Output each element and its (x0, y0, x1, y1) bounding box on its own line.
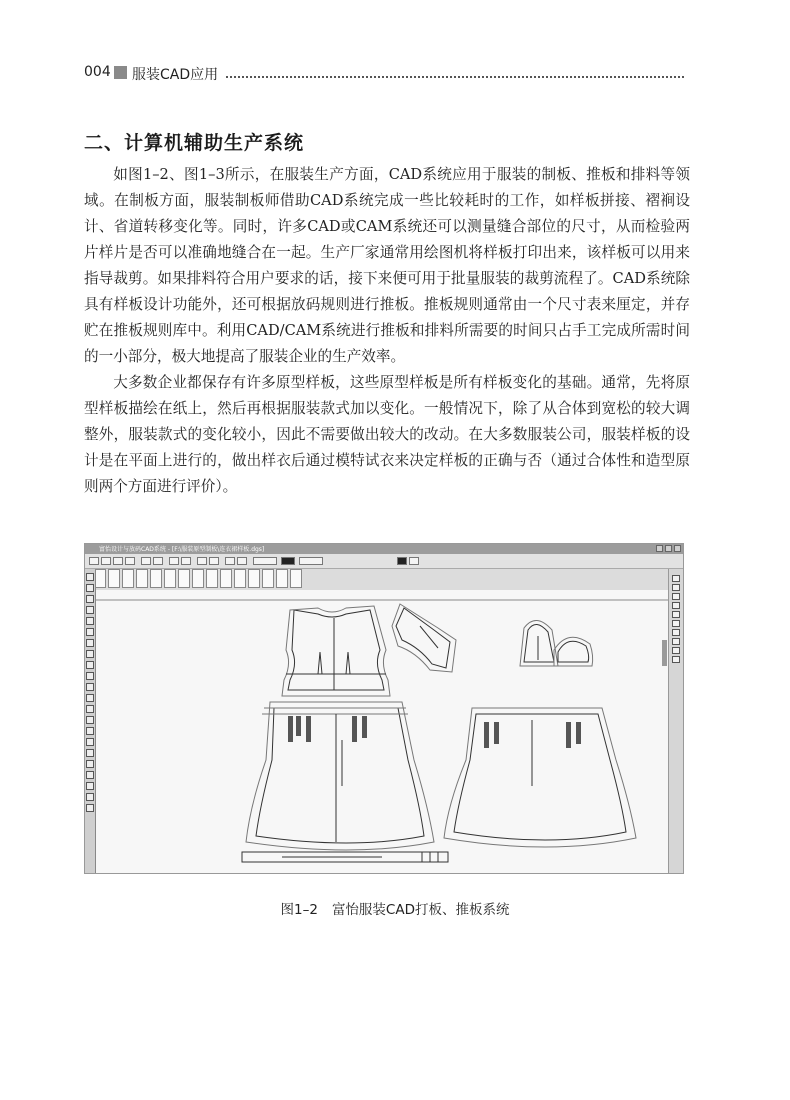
side-tool-icon (672, 602, 680, 609)
new-file-icon (89, 557, 99, 565)
color-swatch-icon (281, 557, 295, 565)
draw-tool-icon (86, 793, 94, 801)
zoom-icon (169, 557, 179, 565)
draw-tool-icon (86, 672, 94, 680)
pattern-piece-thumbnail (220, 569, 232, 588)
draw-tool-icon (86, 639, 94, 647)
draw-tool-icon (86, 738, 94, 746)
draw-tool-icon (86, 694, 94, 702)
measure-icon (181, 557, 191, 565)
save-icon (113, 557, 123, 565)
draw-tool-icon (86, 760, 94, 768)
cad-window-title: 富怡设计与放码CAD系统 - [F:\服装原型制板\连衣裙样板.dgs] (99, 546, 265, 553)
pattern-piece-thumbnail (122, 569, 134, 588)
draw-tool-icon (86, 749, 94, 757)
pattern-piece-thumbnail (248, 569, 260, 588)
layer-icon (225, 557, 235, 565)
header-square-icon (114, 66, 127, 79)
section-heading: 二、计算机辅助生产系统 (84, 132, 305, 154)
side-tool-icon (672, 611, 680, 618)
draw-tool-icon (86, 628, 94, 636)
draw-tool-icon (86, 705, 94, 713)
pattern-piece-thumbnail (136, 569, 148, 588)
cad-screenshot-figure (84, 543, 684, 874)
pattern-drawing (96, 590, 669, 874)
draw-tool-icon (86, 617, 94, 625)
left-drawing-toolbox (85, 569, 96, 874)
side-tool-icon (672, 593, 680, 600)
cad-window-titlebar (85, 544, 683, 554)
pattern-piece-thumbnail (234, 569, 246, 588)
undo-icon (141, 557, 151, 565)
running-header (84, 62, 684, 86)
open-file-icon (101, 557, 111, 565)
header-dotted-rule (226, 76, 684, 78)
drafting-canvas (96, 590, 669, 874)
running-section-title: 服装CAD应用 (132, 67, 219, 83)
draw-tool-icon (86, 650, 94, 658)
draw-tool-icon (86, 584, 94, 592)
line-style-select (253, 557, 277, 565)
pattern-piece-thumbnail (108, 569, 120, 588)
draw-tool-icon (86, 606, 94, 614)
draw-tool-icon (86, 573, 94, 581)
side-tool-icon (672, 638, 680, 645)
figure-caption-text: 富怡服装CAD打板、推板系统 (331, 902, 510, 918)
draw-tool-icon (86, 727, 94, 735)
side-tool-icon (672, 629, 680, 636)
figure-caption (0, 898, 790, 918)
draw-tool-icon (86, 804, 94, 812)
draw-tool-icon (86, 716, 94, 724)
paragraph-2: 大多数企业都保存有许多原型样板，这些原型样板是所有样板变化的基础。通常，先将原型样板描绘在纸上，然后再根据服装款式加以变化。一般情况下，除了从合体到宽松的较大调整外，服装款式的变化较小，因此不需要做出较大的改动。在大多数服装公司，服装样板的设计是在平面上进行的，做出样衣后通过模特试衣来决定样板的正确与否（通过合体性和造型原则两个方面进行评价）。 (84, 374, 690, 495)
line-width-select (299, 557, 323, 565)
pattern-piece-thumbnail (290, 569, 302, 588)
right-toolbar (668, 569, 683, 874)
draw-tool-icon (86, 683, 94, 691)
draw-tool-icon (86, 661, 94, 669)
side-tool-icon (672, 620, 680, 627)
mark-icon (209, 557, 219, 565)
fill-color-icon (397, 557, 407, 565)
side-tool-icon (672, 584, 680, 591)
pattern-piece-thumbnail (206, 569, 218, 588)
palette-icon (409, 557, 419, 565)
pattern-piece-thumbnail (192, 569, 204, 588)
close-icon (674, 545, 681, 552)
page-number: 004 (84, 64, 111, 80)
maximize-icon (665, 545, 672, 552)
grade-icon (197, 557, 207, 565)
draw-tool-icon (86, 595, 94, 603)
pattern-piece-thumbnail (164, 569, 176, 588)
pattern-piece-thumbnail (276, 569, 288, 588)
minimize-icon (656, 545, 663, 552)
figure-caption-number: 图1–2 (280, 902, 318, 918)
cad-toolbar (85, 554, 683, 569)
print-icon (125, 557, 135, 565)
draw-tool-icon (86, 771, 94, 779)
pattern-piece-list (94, 569, 314, 589)
pattern-piece-thumbnail (262, 569, 274, 588)
pattern-piece-thumbnail (150, 569, 162, 588)
pattern-piece-thumbnail (178, 569, 190, 588)
paragraph-1: 如图1–2、图1–3所示，在服装生产方面，CAD系统应用于服装的制板、推板和排料等领域。在制板方面，服装制板师借助CAD系统完成一些比较耗时的工作，如样板拼接、褶裥设计、省道转移变化等。同时，许多CAD或CAM系统还可以测量缝合部位的尺寸，从而检验两片样片是否可以准确地缝合在一起。生产厂家通常用绘图机将样板打印出来，该样板可以用来指导裁剪。如果排料符合用户要求的话，接下来便可用于批量服装的裁剪流程了。CAD系统除具有样板设计功能外，还可根据放码规则进行推板。推板规则通常由一个尺寸表来厘定，并存贮在推板规则库中。利用CAD/CAM系统进行推板和排料所需要的时间只占手工完成所需时间的一小部分，极大地提高了服装企业的生产效率。 (84, 166, 690, 365)
side-tool-icon (672, 647, 680, 654)
side-tool-icon (672, 575, 680, 582)
vertical-scrollbar (662, 640, 667, 666)
grid-icon (237, 557, 247, 565)
draw-tool-icon (86, 782, 94, 790)
redo-icon (153, 557, 163, 565)
side-tool-icon (672, 656, 680, 663)
